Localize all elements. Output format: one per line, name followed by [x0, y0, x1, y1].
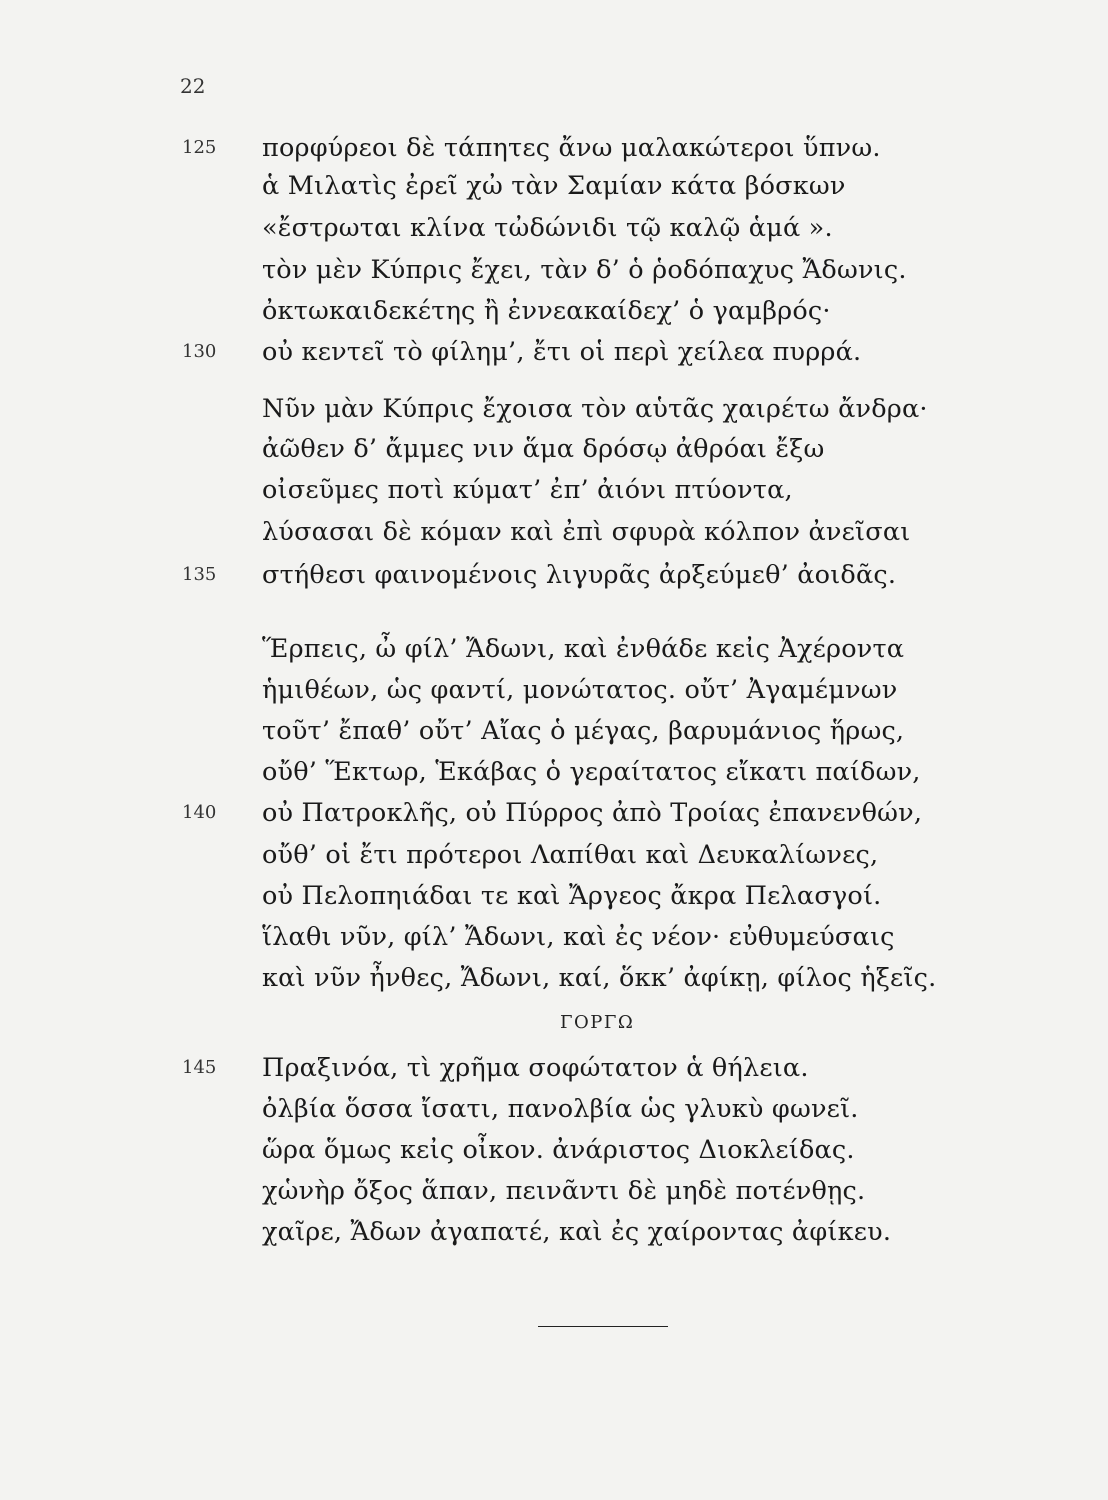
line-number: 125	[182, 137, 217, 158]
verse-line: στήθεσι φαινομένοις λιγυρᾶς ἀρξεύμεθ’ ἀοιδᾶς.	[262, 560, 897, 590]
verse-line: Ἕρπεις, ὦ φίλ’ Ἄδωνι, καὶ ἐνθάδε κεἰς Ἀχέροντα	[262, 634, 905, 664]
verse-line: ὀλβία ὅσσα ἴσατι, πανολβία ὡς γλυκὺ φωνεῖ.	[262, 1094, 859, 1124]
verse-line: λύσασαι δὲ κόμαν καὶ ἐπὶ σφυρὰ κόλπον ἀνεῖσαι	[262, 517, 911, 547]
verse-line: ἵλαθι νῦν, φίλ’ Ἄδωνι, καὶ ἐς νέον· εὐθυμεύσαις	[262, 922, 895, 952]
verse-line: τοῦτ’ ἔπαθ’ οὔτ’ Αἴας ὁ μέγας, βαρυμάνιος ἥρως,	[262, 716, 905, 746]
verse-line: καὶ νῦν ἦνθες, Ἄδωνι, καί, ὅκκ’ ἀφίκῃ, φίλος ἡξεῖς.	[262, 963, 937, 993]
speaker-name: ΓΟΡΓΩ	[560, 1012, 635, 1033]
verse-line: οὔθ’ Ἕκτωρ, Ἑκάβας ὁ γεραίτατος εἴκατι παίδων,	[262, 757, 921, 787]
verse-line: ὥρα ὅμως κεἰς οἶκον. ἀνάριστος Διοκλείδας.	[262, 1135, 855, 1165]
verse-line: οὔθ’ οἱ ἔτι πρότεροι Λαπίθαι καὶ Δευκαλίωνες,	[262, 840, 879, 870]
verse-line: χαῖρε, Ἄδων ἀγαπατέ, καὶ ἐς χαίροντας ἀφίκευ.	[262, 1217, 892, 1247]
verse-line: οὐ Πελοπηιάδαι τε καὶ Ἄργεος ἄκρα Πελασγοί.	[262, 881, 882, 911]
line-number: 135	[182, 564, 217, 585]
verse-line: Νῦν μὰν Κύπρις ἔχοισα τὸν αὑτᾶς χαιρέτω ἄνδρα·	[262, 394, 928, 424]
verse-line: οὐ Πατροκλῆς, οὐ Πύρρος ἀπὸ Τροίας ἐπανενθών,	[262, 798, 923, 828]
line-number: 130	[182, 341, 217, 362]
end-rule	[538, 1326, 668, 1327]
verse-line: ὀκτωκαιδεκέτης ἢ ἐννεακαίδεχ’ ὁ γαμβρός·	[262, 296, 831, 326]
verse-line: ἀῶθεν δ’ ἄμμες νιν ἅμα δρόσῳ ἀθρόαι ἔξω	[262, 434, 825, 464]
line-number: 140	[182, 802, 217, 823]
verse-line: οἰσεῦμες ποτὶ κύματ’ ἐπ’ ἀιόνι πτύοντα,	[262, 475, 793, 505]
verse-line: «ἔστρωται κλίνα τὠδώνιδι τῷ καλῷ ἁμά ».	[262, 213, 833, 243]
verse-line: Πραξινόα, τὶ χρῆμα σοφώτατον ἁ θήλεια.	[262, 1053, 809, 1083]
page-number: 22	[180, 74, 206, 98]
verse-line: ἡμιθέων, ὡς φαντί, μονώτατος. οὔτ’ Ἀγαμέμνων	[262, 675, 898, 705]
verse-line: χὡνὴρ ὄξος ἅπαν, πεινᾶντι δὲ μηδὲ ποτένθῃς.	[262, 1176, 866, 1206]
line-number: 145	[182, 1057, 217, 1078]
verse-line: τὸν μὲν Κύπρις ἔχει, τὰν δ’ ὁ ῥοδόπαχυς Ἄδωνις.	[262, 255, 907, 285]
verse-line: ἁ Μιλατὶς ἐρεῖ χὠ τὰν Σαμίαν κάτα βόσκων	[262, 171, 846, 201]
verse-line: οὐ κεντεῖ τὸ φίλημ’, ἔτι οἱ περὶ χείλεα πυρρά.	[262, 337, 862, 367]
verse-line: πορφύρεοι δὲ τάπητες ἄνω μαλακώτεροι ὕπνω.	[262, 133, 881, 163]
